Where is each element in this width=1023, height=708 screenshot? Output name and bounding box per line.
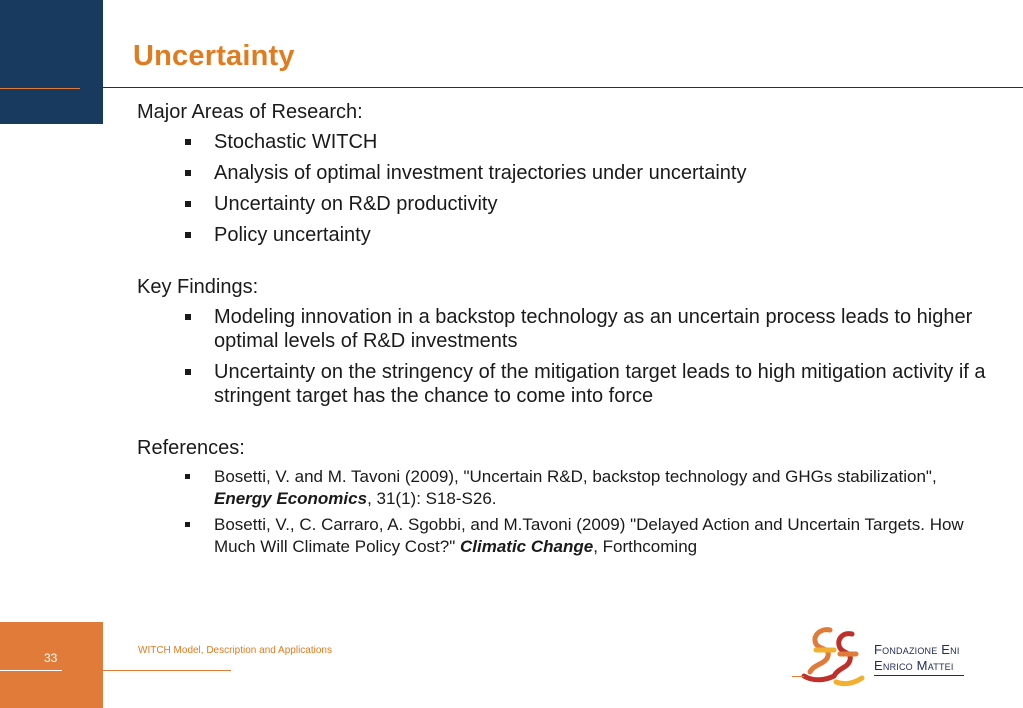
list-item bbox=[137, 130, 987, 154]
page-number: 33 bbox=[44, 651, 58, 665]
list-item bbox=[137, 223, 987, 247]
bullet-square-icon bbox=[185, 522, 190, 527]
footer-caption: WITCH Model, Description and Applications bbox=[138, 645, 332, 656]
list-item-text: Stochastic WITCH bbox=[214, 131, 378, 153]
reference-text: Bosetti, V. and M. Tavoni (2009), "Uncertain R&D, backstop technology and GHGs stabilization", bbox=[214, 467, 937, 486]
findings-heading: Key Findings: bbox=[137, 276, 259, 298]
journal-name: Climatic Change bbox=[459, 537, 594, 556]
slide-title: Uncertainty bbox=[133, 40, 295, 72]
bullet-square-icon bbox=[185, 314, 191, 320]
list-item-text: Modeling innovation in a backstop technology as an uncertain process leads to higher optimal levels of R&D investments bbox=[214, 306, 973, 352]
bullet-square-icon bbox=[185, 139, 191, 145]
title-rule bbox=[103, 87, 1023, 88]
bullet-square-icon bbox=[185, 232, 191, 238]
reference-item bbox=[137, 514, 987, 558]
bullet-square-icon bbox=[185, 369, 191, 375]
research-list bbox=[137, 130, 987, 247]
logo-text bbox=[874, 642, 960, 674]
bullet-square-icon bbox=[185, 201, 191, 207]
list-item-text: Policy uncertainty bbox=[214, 224, 371, 246]
corner-accent-line bbox=[0, 88, 80, 89]
list-item-text: Uncertainty on R&D productivity bbox=[214, 193, 498, 215]
list-item bbox=[137, 305, 987, 353]
bullet-square-icon bbox=[185, 474, 190, 479]
logo-rule bbox=[874, 675, 964, 676]
footer-accent-line bbox=[0, 670, 62, 671]
references-list bbox=[137, 466, 987, 558]
reference-suffix: , 31(1): S18-S26. bbox=[367, 489, 497, 508]
research-heading: Major Areas of Research: bbox=[137, 101, 363, 123]
corner-decoration bbox=[0, 0, 103, 124]
footer-rule bbox=[103, 670, 231, 671]
logo-line-1: Fondazione Eni bbox=[874, 642, 960, 657]
list-item bbox=[137, 192, 987, 216]
footer-decoration bbox=[0, 622, 103, 708]
reference-suffix: , Forthcoming bbox=[593, 537, 698, 556]
findings-list bbox=[137, 305, 987, 408]
list-item-text: Uncertainty on the stringency of the mitigation target leads to high mitigation activity if a stringent target has the chance to come into force bbox=[214, 361, 986, 407]
reference-item bbox=[137, 466, 987, 510]
logo-line-2: Enrico Mattei bbox=[874, 658, 954, 673]
reference-text: Bosetti, V., C. Carraro, A. Sgobbi, and M.Tavoni (2009) "Delayed Action and Uncertain Targets. How Much Will Climate Policy Cost?" bbox=[214, 515, 964, 556]
list-item bbox=[137, 161, 987, 185]
list-item-text: Analysis of optimal investment trajectories under uncertainty bbox=[214, 162, 747, 184]
references-heading: References: bbox=[137, 437, 245, 459]
journal-name: Energy Economics bbox=[214, 489, 368, 508]
list-item bbox=[137, 360, 987, 408]
slide-content bbox=[137, 97, 987, 562]
bullet-square-icon bbox=[185, 170, 191, 176]
